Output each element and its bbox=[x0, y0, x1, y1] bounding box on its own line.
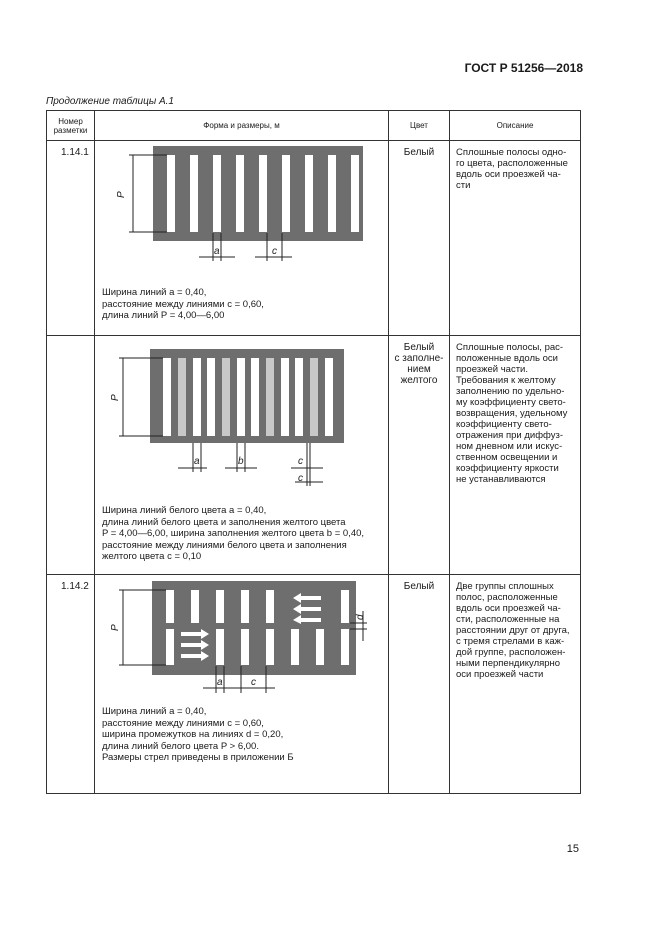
label-P: P bbox=[110, 624, 121, 631]
markings-table bbox=[46, 110, 581, 794]
table-row bbox=[47, 141, 581, 336]
note-line: длина линий белого цвета и заполнения желтого цвета bbox=[102, 516, 346, 528]
label-P: P bbox=[116, 191, 127, 198]
desc-line: Требования к желтому bbox=[456, 375, 556, 386]
label-c: c bbox=[298, 473, 303, 484]
desc-line: Сплошные полосы одно- bbox=[456, 147, 567, 158]
color-text: желтого bbox=[400, 375, 438, 386]
desc-line: коэффициенту яркости bbox=[456, 463, 559, 474]
note-line: расстояние между линиями белого цвета и заполнения bbox=[102, 539, 347, 551]
form-cell bbox=[95, 141, 389, 336]
note-line: Ширина линий белого цвета a = 0,40, bbox=[102, 505, 267, 516]
note-line: Ширина линий a = 0,40, bbox=[102, 706, 207, 717]
description-cell bbox=[450, 575, 581, 794]
marking-number bbox=[47, 336, 95, 575]
label-P: P bbox=[110, 394, 121, 401]
note-line: Ширина линий a = 0,40, bbox=[102, 287, 207, 298]
desc-line: отражения при диффуз- bbox=[456, 430, 563, 441]
table-row bbox=[47, 575, 581, 794]
arrow-icon bbox=[293, 593, 321, 624]
description-cell bbox=[450, 141, 581, 336]
note-line: длина линий P = 4,00—6,00 bbox=[102, 310, 225, 321]
marking-number: 1.14.2 bbox=[47, 575, 95, 794]
form-notes bbox=[102, 706, 294, 764]
white-stripes bbox=[167, 155, 359, 232]
header-form: Форма и размеры, м bbox=[95, 111, 389, 141]
desc-line: положенные вдоль оси bbox=[456, 353, 558, 364]
desc-line: му коэффициенту свето- bbox=[456, 397, 566, 408]
label-a: a bbox=[214, 246, 220, 257]
standard-designation: ГОСТ Р 51256—2018 bbox=[464, 61, 583, 75]
road-surface bbox=[152, 581, 356, 675]
header-color: Цвет bbox=[389, 111, 450, 141]
note-line: желтого цвета c = 0,10 bbox=[102, 551, 202, 562]
desc-line: с тремя стрелами в каж- bbox=[456, 636, 565, 647]
color-cell bbox=[389, 575, 450, 794]
color-text: Белый bbox=[403, 342, 435, 353]
desc-line: не устанавливаются bbox=[456, 474, 546, 485]
table-caption: Продолжение таблицы А.1 bbox=[46, 96, 174, 107]
desc-line: го цвета, расположенные bbox=[456, 158, 568, 169]
color-text: с заполне- bbox=[394, 353, 444, 364]
desc-line: полос, расположенные bbox=[456, 592, 558, 603]
color-text: Белый bbox=[403, 581, 435, 592]
desc-line: Две группы сплошных bbox=[456, 581, 554, 592]
form-cell bbox=[95, 575, 389, 794]
label-b: b bbox=[238, 456, 244, 467]
form-notes bbox=[102, 505, 364, 563]
label-d: d bbox=[355, 614, 366, 620]
arrow-icon bbox=[181, 629, 209, 661]
form-notes bbox=[102, 287, 264, 322]
color-text: Белый bbox=[403, 147, 435, 158]
description-cell bbox=[450, 336, 581, 575]
note-line: длина линий белого цвета P > 6,00. bbox=[102, 740, 259, 752]
desc-line: Сплошные полосы, рас- bbox=[456, 342, 564, 353]
desc-line: вдоль оси проезжей ча- bbox=[456, 603, 561, 614]
desc-line: сти bbox=[456, 180, 471, 191]
desc-line: оси проезжей части bbox=[456, 669, 544, 680]
desc-line: расстоянии друг от друга, bbox=[456, 625, 570, 636]
color-cell bbox=[389, 141, 450, 336]
label-a: a bbox=[194, 456, 200, 467]
header-number: Номер разметки bbox=[47, 111, 95, 141]
note-line: расстояние между линиями c = 0,60, bbox=[102, 298, 264, 310]
note-line: расстояние между линиями c = 0,60, bbox=[102, 717, 264, 729]
desc-line: сти, расположенные на bbox=[456, 614, 560, 625]
label-a: a bbox=[217, 677, 223, 688]
desc-line: коэффициенту свето- bbox=[456, 419, 552, 430]
header-description: Описание bbox=[450, 111, 581, 141]
desc-line: вдоль оси проезжей ча- bbox=[456, 169, 561, 180]
label-c: c bbox=[251, 677, 256, 688]
note-line: Размеры стрел приведены в приложении Б bbox=[102, 752, 294, 763]
table-row bbox=[47, 336, 581, 575]
desc-line: ном дневном или искус- bbox=[456, 441, 563, 452]
color-text: нием bbox=[407, 364, 431, 375]
desc-line: проезжей части. bbox=[456, 364, 529, 375]
desc-line: ными перпендикулярно bbox=[456, 658, 561, 669]
page-number: 15 bbox=[566, 843, 579, 855]
desc-line: возвращения, удельному bbox=[456, 408, 568, 419]
desc-line: дой группе, расположен- bbox=[456, 647, 566, 658]
label-c: c bbox=[272, 246, 277, 257]
note-line: P = 4,00—6,00, ширина заполнения желтого цвета b = 0,40, bbox=[102, 528, 365, 539]
note-line: ширина промежутков на линиях d = 0,20, bbox=[102, 729, 284, 740]
desc-line: ственном освещении и bbox=[456, 452, 558, 463]
desc-line: заполнению по удельно- bbox=[456, 386, 565, 397]
marking-number: 1.14.1 bbox=[47, 141, 95, 336]
table-header-row bbox=[47, 111, 581, 141]
form-cell bbox=[95, 336, 389, 575]
label-c: c bbox=[298, 456, 303, 467]
color-cell bbox=[389, 336, 450, 575]
